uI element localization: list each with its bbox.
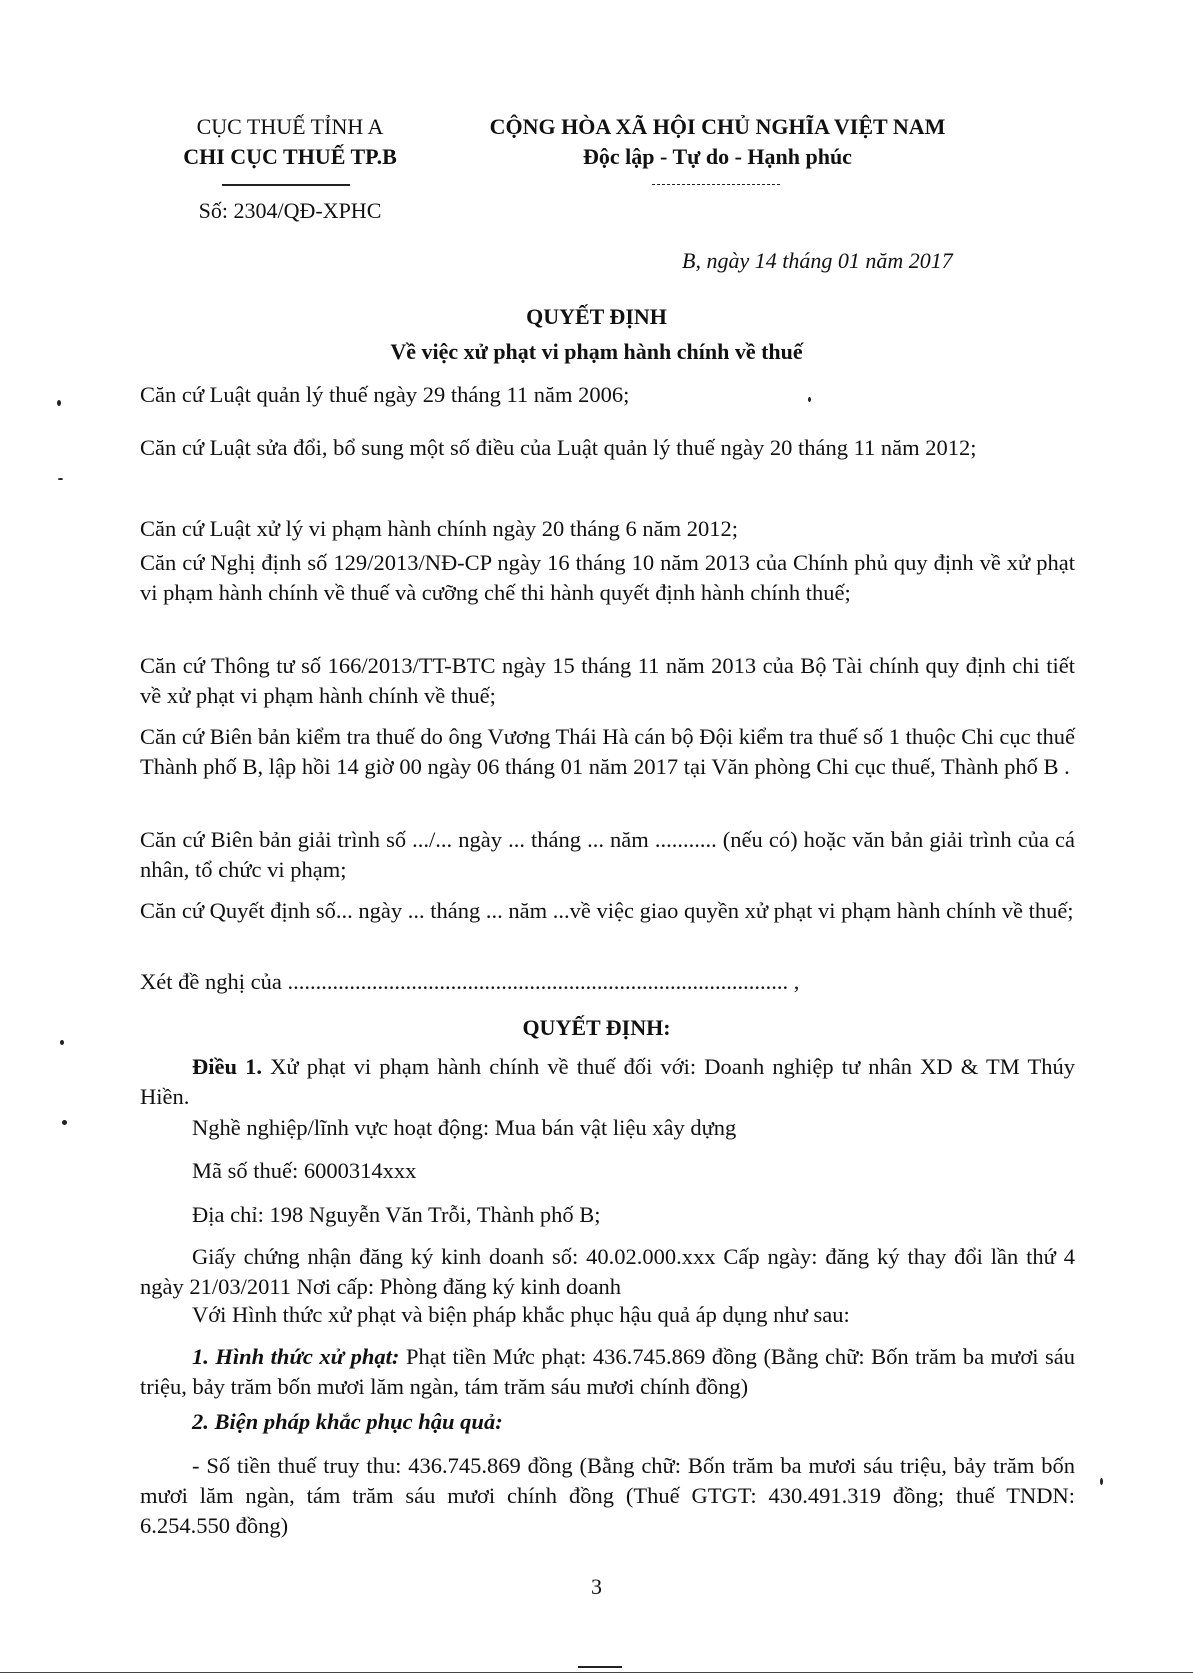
decision-heading: QUYẾT ĐỊNH: — [522, 1015, 671, 1040]
agency-name: CỤC THUẾ TỈNH A — [196, 114, 384, 139]
document-title: QUYẾT ĐỊNH — [526, 304, 667, 329]
basis-4: Căn cứ Nghị định số 129/2013/NĐ-CP ngày 16 tháng 10 năm 2013 của Chính phủ quy định về xử phạt vi phạm hành chính về thuế và cưỡng chế thi hành quyết định hành chính thuế; — [140, 550, 1075, 605]
office-name: CHI CỤC THUẾ TP.B — [183, 144, 397, 169]
forms-intro: Với Hình thức xử phạt và biện pháp khắc phục hậu quả áp dụng như sau: — [192, 1302, 850, 1327]
penalty — [140, 1342, 1075, 1402]
address: Địa chỉ: 198 Nguyễn Văn Trỗi, Thành phố B; — [192, 1202, 601, 1227]
office-underline — [222, 184, 350, 186]
bottom-edge-line — [0, 1672, 1193, 1673]
remedy-label: 2. Biện pháp khắc phục hậu quả: — [192, 1409, 503, 1434]
occupation: Nghề nghiệp/lĩnh vực hoạt động: Mua bán vật liệu xây dựng — [192, 1115, 737, 1140]
scan-speck — [1100, 1478, 1103, 1485]
basis-1: Căn cứ Luật quản lý thuế ngày 29 tháng 11 năm 2006; — [140, 382, 630, 407]
scan-speck — [57, 400, 61, 406]
article-1 — [140, 1052, 1075, 1112]
country-name: CỘNG HÒA XÃ HỘI CHỦ NGHĨA VIỆT NAM — [489, 114, 946, 139]
penalty-label: 1. Hình thức xử phạt: — [192, 1344, 400, 1369]
basis-2: Căn cứ Luật sửa đổi, bổ sung một số điều của Luật quản lý thuế ngày 20 tháng 11 năm 2012; — [140, 435, 977, 460]
business-license: Giấy chứng nhận đăng ký kinh doanh số: 40.02.000.xxx Cấp ngày: đăng ký thay đổi lần thứ 4 ngày 21/03/2011 Nơi cấp: Phòng đăng ký kinh doanh — [140, 1244, 1075, 1299]
basis-5: Căn cứ Thông tư số 166/2013/TT-BTC ngày 15 tháng 11 năm 2013 của Bộ Tài chính quy định chi tiết về xử phạt vi phạm hành chính về thuế; — [140, 653, 1075, 708]
scan-speck — [62, 1120, 67, 1125]
basis-7: Căn cứ Biên bản giải trình số .../... ngày ... tháng ... năm ........... (nếu có) hoặc văn bản giải trình của cá nhân, tổ chức vi phạm; — [140, 827, 1075, 882]
basis-6: Căn cứ Biên bản kiểm tra thuế do ông Vương Thái Hà cán bộ Đội kiểm tra thuế số 1 thuộc Chi cục thuế Thành phố B, lập hồi 14 giờ 00 ngày 06 tháng 01 năm 2017 tại Văn phòng Chi cục thuế, Thành phố B . — [140, 724, 1075, 779]
tax-code: Mã số thuế: 6000314xxx — [192, 1158, 417, 1183]
basis-8: Căn cứ Quyết định số... ngày ... tháng ... năm ...về việc giao quyền xử phạt vi phạm hành chính về thuế; — [140, 898, 1074, 923]
penalty-text: Phạt tiền Mức phạt: 436.745.869 đồng (Bằng chữ: Bốn trăm ba mươi sáu triệu, bảy trăm bốn mươi lăm ngàn, tám trăm sáu mươi chính đồng) — [140, 1344, 1076, 1399]
basis-3: Căn cứ Luật xử lý vi phạm hành chính ngày 20 tháng 6 năm 2012; — [140, 516, 739, 541]
proposal-line: Xét đề nghị của ......................................................................................... , — [140, 969, 800, 994]
remedy-text: - Số tiền thuế truy thu: 436.745.869 đồng (Bằng chữ: Bốn trăm ba mươi sáu triệu, bảy trăm bốn mươi lăm ngàn, tám trăm sáu mươi chính đồng (Thuế GTGT: 430.491.319 đồng; thuế TNDN: 6.254.550 đồng) — [140, 1453, 1075, 1538]
scan-speck — [60, 1040, 64, 1045]
issue-date: B, ngày 14 tháng 01 năm 2017 — [682, 248, 953, 273]
scan-speck — [808, 397, 811, 402]
scan-speck — [58, 478, 63, 480]
article-1-text: Xử phạt vi phạm hành chính về thuế đối với: Doanh nghiệp tư nhân XD & TM Thúy Hiền. — [140, 1054, 1076, 1109]
bottom-edge-mark — [578, 1666, 622, 1668]
document-subject: Về việc xử phạt vi phạm hành chính về thuế — [390, 339, 803, 364]
document-number: Số: 2304/QĐ-XPHC — [198, 198, 382, 223]
page-number: 3 — [591, 1574, 602, 1599]
motto-underline — [652, 184, 780, 185]
national-motto: Độc lập - Tự do - Hạnh phúc — [583, 144, 852, 169]
article-1-label: Điều 1. — [192, 1054, 263, 1079]
